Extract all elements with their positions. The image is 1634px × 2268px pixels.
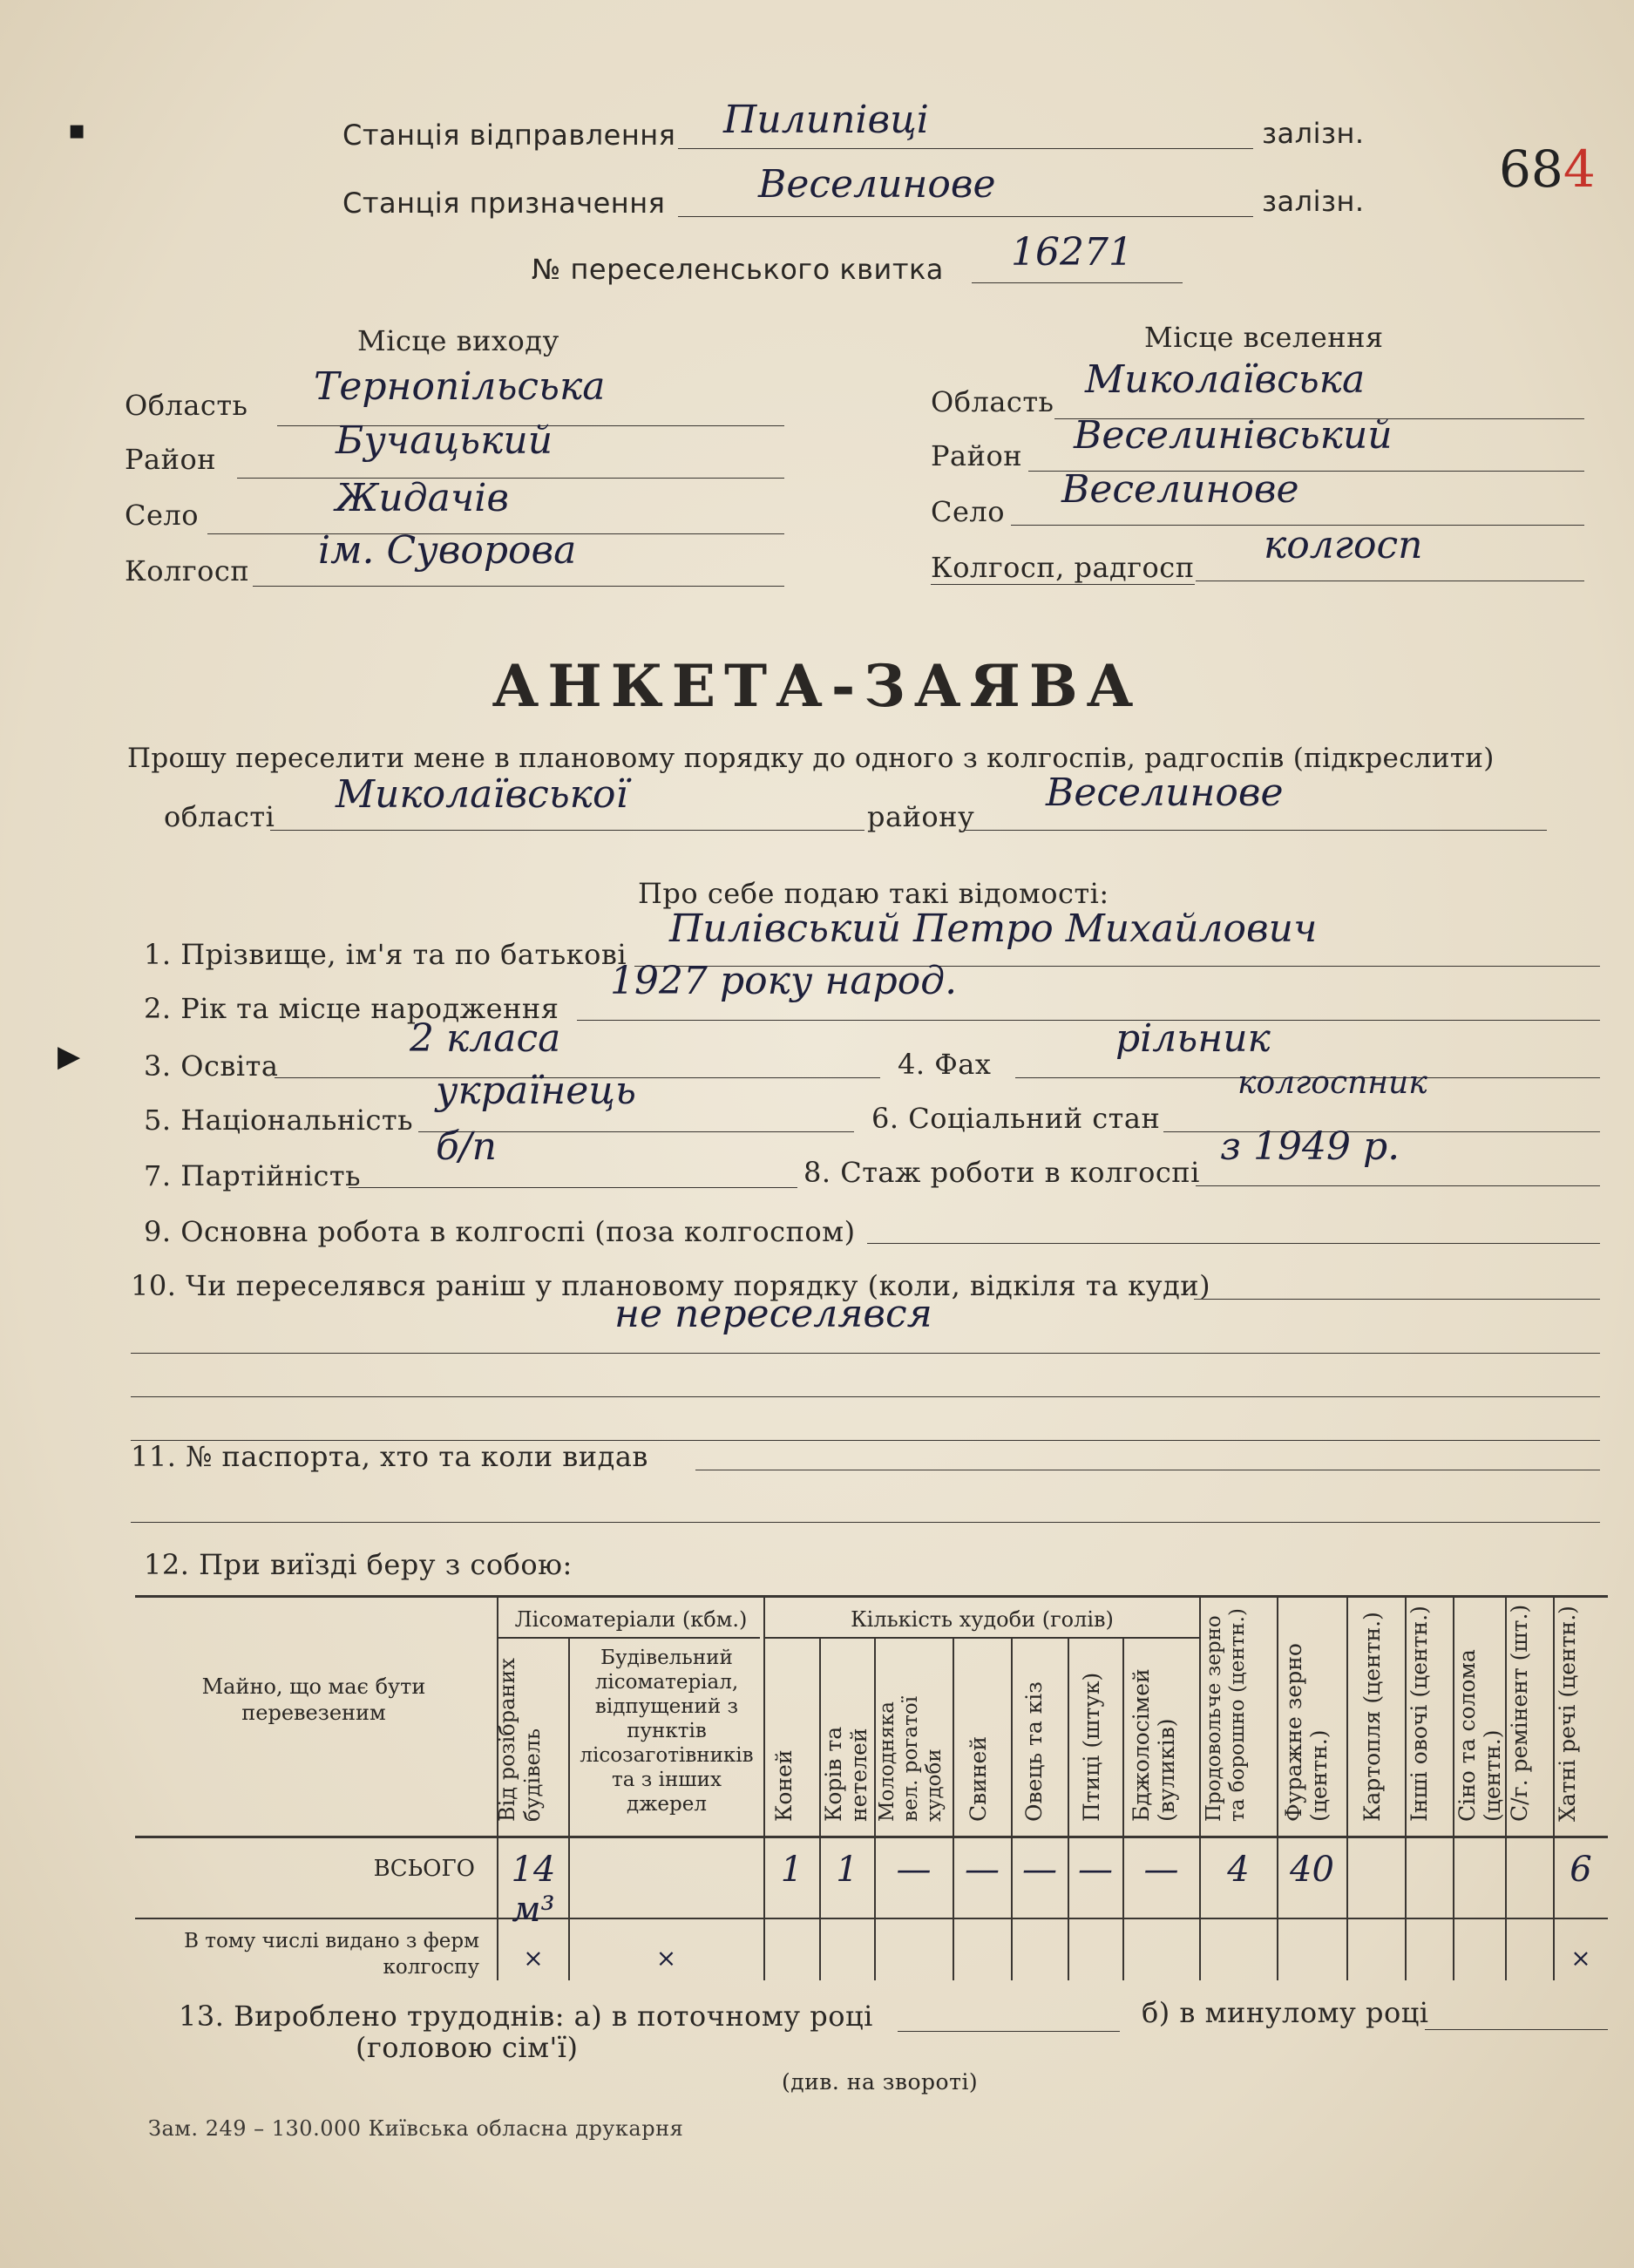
f13-b-label: б) в минулому році (1142, 1996, 1429, 2029)
col-cows: Корів та нетелей (821, 1726, 871, 1822)
f10-value: не переселявся (614, 1292, 932, 1336)
total-cell-15: 6 (1570, 1850, 1592, 1890)
dest-selo-label: Село (931, 495, 1006, 528)
origin-heading: Місце виходу (357, 324, 559, 357)
departure-label: Станція відправлення (342, 119, 676, 152)
total-cell-9: 4 (1227, 1850, 1250, 1890)
f9-label: 9. Основна робота в колгоспі (поза колгоспом) (144, 1215, 856, 1248)
total-cell-8: — (1143, 1850, 1179, 1890)
destination-heading: Місце вселення (1144, 321, 1384, 354)
col-bees: Бджолосімей (вуликів) (1129, 1668, 1179, 1822)
total-cell-2: 1 (780, 1850, 803, 1890)
dest-raion-value: Веселинівський (1074, 413, 1393, 458)
origin-kolhosp-value: ім. Суворова (318, 528, 577, 573)
f13-sub: (головою сім'ї) (356, 2031, 579, 2064)
origin-oblast-value: Тернопільська (314, 364, 606, 409)
f1-value: Пилівський Петро Михайлович (669, 907, 1318, 951)
f12-label: 12. При виїзді беру з собою: (144, 1548, 573, 1581)
see-back: (див. на звороті) (782, 2069, 979, 2095)
archive-number: 684 (1499, 139, 1596, 199)
col-young: Молодняка вел. рогатої худоби (876, 1695, 946, 1822)
ticket-label: № переселенського квитка (532, 253, 944, 286)
origin-oblast-label: Область (125, 389, 248, 422)
row-header: Майно, що має бути перевезеним (201, 1674, 426, 1725)
group-lumber: Лісоматеріали (кбм.) (514, 1607, 748, 1632)
f11-field-a[interactable] (695, 1435, 1600, 1470)
col-demolished: Від розібраних будівель (495, 1658, 545, 1822)
f9-field[interactable] (867, 1208, 1600, 1244)
f2-label: 2. Рік та місце народження (144, 992, 559, 1025)
rail-label-2: залізн. (1262, 185, 1365, 218)
origin-selo-label: Село (125, 499, 200, 532)
total-cell-10: 40 (1290, 1850, 1334, 1890)
origin-raion-value: Бучацький (336, 418, 553, 463)
ticket-value: 16271 (1011, 230, 1133, 275)
printer-imprint: Зам. 249 – 130.000 Київська обласна друкарня (148, 2116, 684, 2141)
origin-raion-label: Район (125, 443, 217, 476)
total-cell-6: — (1022, 1850, 1057, 1890)
f13-field-a[interactable] (898, 1996, 1120, 2032)
col-tools: С/г. ремінент (шт.) (1507, 1604, 1532, 1822)
f2-value: 1927 року народ. (610, 959, 958, 1003)
request-raion-label: району (867, 800, 975, 833)
f1-label: 1. Прізвище, ім'я та по батькові (144, 938, 627, 971)
f7-field[interactable] (349, 1152, 797, 1188)
dest-kolhosp-value: колгосп (1264, 523, 1423, 567)
dest-kolhosp-label: Колгосп, радгосп (931, 551, 1195, 584)
f11-field-b[interactable] (131, 1487, 1600, 1523)
col-pigs: Свиней (966, 1736, 991, 1822)
f5-value: українець (436, 1069, 636, 1113)
farm-cell-0: × (523, 1944, 544, 1973)
f4-label: 4. Фах (898, 1048, 992, 1081)
f8-value: з 1949 р. (1220, 1124, 1400, 1169)
col-sheep: Овець та кіз (1021, 1681, 1047, 1822)
origin-kolhosp-label: Колгосп (125, 554, 250, 587)
request-line: Прошу переселити мене в плановому порядку до одного з колгоспів, радгоспів (підкреслити) (127, 743, 1495, 774)
request-oblast-label: області (164, 800, 275, 833)
col-food-grain: Продовольче зерно та борошно (центн.) (1203, 1608, 1249, 1822)
f13-field-b[interactable] (1425, 1994, 1608, 2030)
col-potatoes: Картопля (центн.) (1359, 1612, 1385, 1822)
total-cell-0: 14 м³ (511, 1850, 556, 1930)
col-household: Хатні речі (центн.) (1555, 1606, 1580, 1822)
destination-station-label: Станція призначення (342, 187, 666, 220)
f6-value: колгоспник (1237, 1065, 1427, 1101)
dest-raion-label: Район (931, 439, 1023, 472)
col-horses: Коней (771, 1749, 797, 1822)
col-fodder: Фуражне зерно (центн.) (1281, 1643, 1332, 1822)
f5-label: 5. Національність (144, 1103, 414, 1137)
f4-value: рільник (1115, 1016, 1271, 1061)
col-hay: Сіно та солома (центн.) (1454, 1649, 1505, 1822)
row-farm-label: В тому числі видано з ферм колгоспу (184, 1930, 479, 1979)
farm-cell-15: × (1570, 1944, 1591, 1973)
f3-value: 2 класа (410, 1016, 561, 1061)
form-title: АНКЕТА-ЗАЯВА (492, 652, 1142, 720)
dest-selo-value: Веселинове (1061, 467, 1299, 512)
destination-station-value: Веселинове (758, 162, 996, 207)
rail-label-1: залізн. (1262, 117, 1365, 150)
f7-value: б/п (436, 1124, 498, 1169)
margin-arrow-icon: ▶ (58, 1039, 81, 1074)
col-building-material: Будівельний лісоматеріал, відпущений з пунктів лісозаготівників та з інших джерел (580, 1647, 754, 1816)
total-cell-3: 1 (836, 1850, 858, 1890)
request-oblast-value: Миколаївської (336, 772, 628, 817)
total-cell-4: — (896, 1850, 932, 1890)
col-poultry: Птиці (штук) (1079, 1672, 1104, 1822)
f8-label: 8. Стаж роботи в колгоспі (803, 1156, 1200, 1189)
f11-label: 11. № паспорта, хто та коли видав (131, 1440, 648, 1473)
margin-mark: ▪ (68, 115, 86, 146)
f10-label: 10. Чи переселявся раніш у плановому порядку (коли, відкіля та куди) (131, 1269, 1211, 1302)
row-total-label: ВСЬОГО (373, 1856, 475, 1882)
f3-label: 3. Освіта (144, 1049, 279, 1083)
f7-label: 7. Партійність (144, 1159, 362, 1192)
f13-label: 13. Вироблено трудоднів: а) в поточному році (179, 2000, 873, 2033)
request-raion-value: Веселинове (1046, 771, 1284, 815)
origin-selo-value: Жидачів (336, 476, 509, 520)
group-cattle: Кількість худоби (голів) (851, 1607, 1114, 1632)
col-vegetables: Інші овочі (центн.) (1407, 1606, 1432, 1822)
total-cell-5: — (965, 1850, 1000, 1890)
farm-cell-1: × (655, 1944, 677, 1973)
dest-oblast-value: Миколаївська (1085, 357, 1366, 402)
info-heading: Про себе подаю такі відомості: (638, 877, 1109, 910)
departure-value: Пилипівці (723, 98, 929, 142)
total-cell-7: — (1078, 1850, 1113, 1890)
dest-oblast-label: Область (931, 385, 1054, 418)
f10-field-c[interactable] (131, 1361, 1600, 1397)
f10-field-a[interactable] (1194, 1264, 1600, 1300)
f6-label: 6. Соціальний стан (871, 1102, 1161, 1135)
